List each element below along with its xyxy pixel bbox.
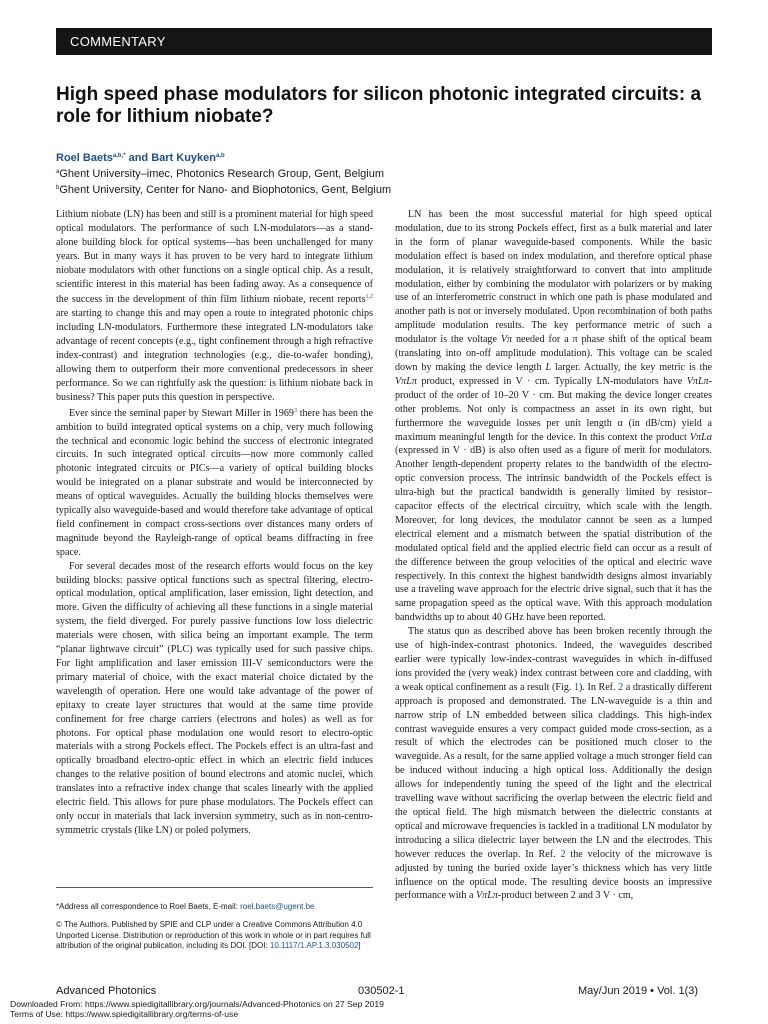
download-notice: Downloaded From: https://www.spiedigitallibrary.org/journals/Advanced-Photonics on 27 Sep 2019 (10, 999, 384, 1009)
text-run: are starting to change this and may open a route to integrated photonic chips including LN-modulators. Furthermore these integrated LN-modulators take advantage of recent concepts (e.g., tight confinement through a high refractive index-contrast) and integration technologies (e.g., die-to-wafer bonding), allowing them to outperform their more conventional predecessors in sheer performance. So we can rightfully ask the question: is lithium niobate back in business? This paper puts this question in perspective. (56, 308, 373, 403)
issue-info: May/Jun 2019 • Vol. 1(3) (578, 985, 699, 997)
text-run: LN has been the most successful material for high speed optical modulation, due to its strong Pockels effect, first as a bulk material and later in the form of planar waveguide-based components. While the basic modulation effect is based on index modulation, and therefore optical phase modulation, it is relatively straightforward to convert that into amplitude modulation, either by combining the modulator with polarizers or by making use of an interferometric construct in which one path is phase modulated and another path is not or inversely modulated. Upon recombination of both paths amplitude modulation results. The key performance metric of such a modulator is the voltage (395, 209, 712, 346)
reference-link[interactable]: 2 (618, 681, 624, 693)
author-name[interactable]: Bart Kuyken (151, 152, 216, 164)
text-run: the velocity of the microwave is adjusted by tuning the buried oxide layer’s thickness which has very little influence on the optical mode. The resulting device boosts an impressive performance with a (395, 848, 712, 902)
text-run: product, expressed in V · cm. Typically LN-modulators have (416, 375, 687, 387)
figure-link[interactable]: 1 (573, 681, 580, 693)
author-affiliation-marker: a,b,* (112, 153, 126, 159)
author-affiliation-marker: a,b (216, 153, 225, 159)
body-column-right (395, 208, 712, 903)
text-run: -product of the order of 10–20 V · cm. But making the device longer creates other problems. Not only is compactness an asset in its own right, but furthermore the waveguide losses per unit length α (in dB/cm) yield a maximum meaningful length for the device. In this context the product (395, 375, 712, 443)
author-joiner: and (125, 152, 152, 164)
article-title: High speed phase modulators for silicon photonic integrated circuits: a role for lithium niobate? (56, 84, 702, 127)
correspondence-note (56, 902, 373, 913)
affiliation (56, 165, 712, 181)
math-symbol: VπLπ (395, 375, 417, 387)
text-run: needed for a π phase shift of the optical beam (translating into on-off amplitude modulation). This voltage can be scaled down by making the device length (395, 334, 712, 373)
section-banner (56, 28, 712, 55)
text-run: -product between 2 and 3 V · cm, (497, 890, 634, 902)
text-run: there has been the ambition to build integrated optical systems on a chip, very much following the technical and economic logic behind the success of electronic integrated circuits. In such integrated optical circuits—now more commonly called photonic integrated circuits or PICs—a variety of optical building blocks would be integrated on a planar substrate and would be interconnected by means of optical waveguides. Actually the building blocks themselves were typically also waveguide-based and would therefore take advantage of optical field confinement in compact cross-sections over distances many orders of magnitude beyond the Rayleigh-range of optical beams diffracting in free space. (56, 407, 373, 558)
text-run: © The Authors. Published by SPIE and CLP under a Creative Commons Attribution 4.0 Unported License. Distribution or reproduction of this work in whole or in part requires full attribution of the original publication, including its DOI. [DOI: (56, 920, 371, 951)
paragraph (395, 208, 712, 625)
affiliation-text: Ghent University, Center for Nano- and Biophotonics, Gent, Belgium (59, 184, 392, 196)
reference-link[interactable]: 2 (560, 848, 566, 860)
text-run: Lithium niobate (LN) has been and still is a prominent material for high speed optical modulators. The performance of such LN-modulators—as a stand-alone building block for optical systems—has been unchallenged for many years. But in many ways it has proven to be very hard to integrate lithium niobate modulators with other functions on a single optical chip. As a result, scientific interest in this material has been fading away. As a consequence of the success in the development of thin film lithium niobate, recent reports (56, 209, 373, 306)
math-symbol: Vπ (500, 334, 513, 346)
license-note (56, 920, 373, 952)
affiliation-text: Ghent University–imec, Photonics Research Group, Gent, Belgium (59, 168, 384, 180)
reference-link[interactable]: 1,2 (365, 294, 373, 301)
text-run: a drastically different approach is proposed and demonstrated. The LN-waveguide is a thin and narrow strip of LN embedded between silica claddings. This high-index contrast waveguide ensures a very compact guided mode cross-section, as a result of which the electrodes can be positioned much closer to the waveguide. As a result, for the same applied voltage a much stronger field can be induced without inducing a high optical loss. Additionally the design allows for independently tuning the speed of the light and the electrical travelling wave without sacrificing the overlap between the electric field and the optical field. The high mismatch between the dielectric constants at optical and microwave frequencies is tackled in a traditional LN modulator by introducing a silica dielectric layer between the LN and the electrodes. This however reduces the overlap. In Ref. (395, 681, 713, 860)
section-label: COMMENTARY (70, 34, 166, 49)
paragraph (56, 208, 373, 405)
paragraph (395, 625, 712, 903)
email-link[interactable]: roel.baets@ugent.be (240, 902, 315, 911)
author-name[interactable]: Roel Baets (56, 152, 113, 164)
text-run: *Address all correspondence to Roel Baets, E-mail: (56, 902, 241, 911)
footnote-divider (56, 887, 373, 888)
affiliation-marker: a (56, 169, 60, 175)
affiliation (56, 181, 712, 197)
math-symbol: VπLπ (686, 375, 709, 387)
journal-name: Advanced Photonics (56, 985, 157, 997)
math-symbol: L (545, 361, 552, 373)
page-number: 030502-1 (358, 985, 405, 997)
author-block (56, 149, 712, 197)
terms-of-use-link[interactable]: Terms of Use: https://www.spiedigitallibrary.org/terms-of-use (10, 1009, 239, 1019)
text-run: ). In Ref. (579, 681, 619, 693)
doi-link[interactable]: 10.1117/1.AP.1.3.030502 (269, 941, 359, 951)
body-column-left (56, 208, 373, 838)
affiliation-marker: b (56, 185, 60, 191)
paragraph: For several decades most of the research efforts would focus on the key building blocks: passive optical functions such as spectral filtering, electro-optical modulation, optical amplification, laser emission, light detection, and more. Given the difficulty of achieving all these functions in a single material system, the field diverged. For purely passive functions low loss dielectric materials were chosen, with silica being an important example. The term “planar lightwave circuit” (PLC) was typically used for such passive chips. For light amplification and laser emission III-V semiconductors were the primary material of choice, with the exact material choice dictated by the wavelength of operation. Here one would take advantage of the power of epitaxy to create layer structures that would at the same time provide confinement for free charge carriers (electrons and holes) as well as for photons. For optical phase modulation one would resort to electro-optic materials with a strong Pockels effect. The Pockels effect is an ultra-fast and optically broadband electro-optic effect in which an electric field induces changes to the relative position of bound electrons and atomic nuclei, which translates into a refractive index change that scales linearly with the applied electric field. This allows for pure phase modulators. The Pockels effect can only occur in materials that lack inversion symmetry, such as in non-centro-symmetric crystals (like LN) or poled polymers. (56, 560, 373, 836)
text-run: (expressed in V · dB) is also often used as a figure of merit for modulators. Another length-dependent property relates to the bandwidth of the electro-optic conversion process. The intrinsic bandwidth of the Pockels effect is ultra-high but the practical bandwidth is generally limited by resistor–capacitor effects of the electrical circuitry, which scale with the length. Moreover, for long devices, the modulator cannot be seen as a lumped electrical element and a mismatch between the spatial distribution of the modulated optical field and the applied electric field can occur as a result of the difference between the group velocities of the optical and electric wave respectively. In this context the highest bandwidth designs almost invariably use a traveling wave approach for the electric drive signal, such that it has the same propagation speed as the optical wave. With this approach modulation bandwidths up to about 40 GHz have been reported. (395, 445, 712, 624)
text-run: The status quo as described above has been broken recently through the use of high-index-contrast photonics. Indeed, the waveguides described earlier were typically low-index-contrast waveguides in which in-diffused ions provided the (very weak) index contrast between core and cladding, with a weak optical confinement as a result (Fig. (395, 626, 712, 693)
math-symbol: VπLπ (476, 890, 498, 902)
math-symbol: VπLα (689, 431, 712, 443)
author-line (56, 149, 712, 165)
text-run: larger. Actually, the key metric is the (551, 361, 712, 373)
text-run: Ever since the seminal paper by Stewart Miller in 1969 (69, 407, 294, 419)
reference-link[interactable]: 3 (293, 407, 297, 414)
text-run: ] (358, 941, 361, 951)
paragraph (56, 405, 373, 560)
